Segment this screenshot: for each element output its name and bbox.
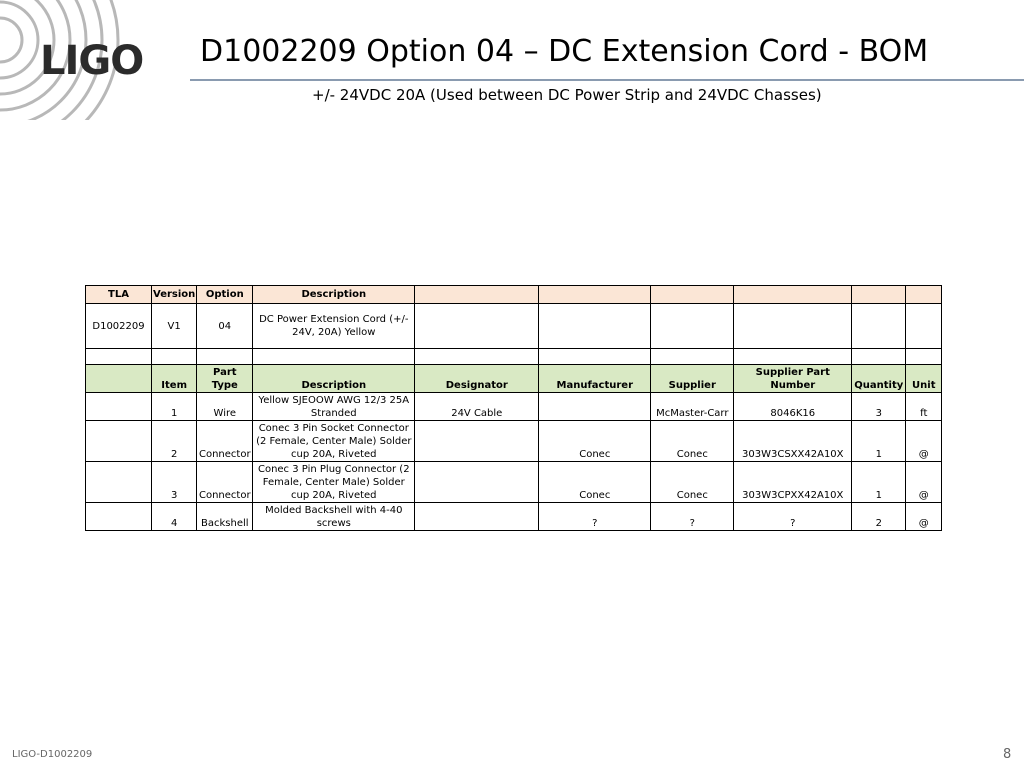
table-cell	[86, 503, 152, 531]
header-cell	[906, 286, 942, 304]
footer-doc-id: LIGO-D1002209	[12, 749, 93, 760]
header-cell	[852, 286, 906, 304]
header-cell: Supplier Part Number	[734, 365, 852, 393]
table-cell: Conec 3 Pin Plug Connector (2 Female, Center Male) Solder cup 20A, Riveted	[253, 462, 415, 503]
header-cell: Option	[197, 286, 253, 304]
tla-row	[86, 304, 942, 349]
table-cell: Connector	[197, 421, 253, 462]
table-cell: Molded Backshell with 4-40 screws	[253, 503, 415, 531]
header-cell: Manufacturer	[539, 365, 651, 393]
table-cell: Yellow SJEOOW AWG 12/3 25A Stranded	[253, 393, 415, 421]
header-cell: Supplier	[651, 365, 734, 393]
table-cell: 24V Cable	[415, 393, 539, 421]
table-cell: @	[906, 462, 942, 503]
header-cell	[651, 286, 734, 304]
header-cell	[86, 365, 152, 393]
table-cell: @	[906, 503, 942, 531]
table-row	[86, 421, 942, 462]
table-cell	[86, 462, 152, 503]
table-cell: 303W3CSXX42A10X	[734, 421, 852, 462]
table-cell: Wire	[197, 393, 253, 421]
table-cell	[415, 462, 539, 503]
header-cell: Part Type	[197, 365, 253, 393]
table-cell: ?	[651, 503, 734, 531]
item-header-row	[86, 365, 942, 393]
ligo-logo: LIGO	[40, 38, 144, 84]
table-row	[86, 393, 942, 421]
table-cell	[539, 393, 651, 421]
table-cell	[415, 421, 539, 462]
table-cell: 1	[152, 393, 197, 421]
table-cell: Conec	[539, 462, 651, 503]
table-cell: ft	[906, 393, 942, 421]
header-cell: Description	[253, 286, 415, 304]
header-cell: Designator	[415, 365, 539, 393]
table-cell: @	[906, 421, 942, 462]
table-cell: McMaster-Carr	[651, 393, 734, 421]
table-cell: D1002209	[86, 304, 152, 349]
table-cell: ?	[539, 503, 651, 531]
table-cell: 8046K16	[734, 393, 852, 421]
table-cell: 1	[852, 421, 906, 462]
header-cell: Item	[152, 365, 197, 393]
spacer-row	[86, 349, 942, 365]
table-cell	[86, 421, 152, 462]
table-cell: Backshell	[197, 503, 253, 531]
header-cell: Version	[152, 286, 197, 304]
table-cell	[86, 393, 152, 421]
table-cell: ?	[734, 503, 852, 531]
header-cell: Quantity	[852, 365, 906, 393]
header-cell	[539, 286, 651, 304]
table-cell: 3	[152, 462, 197, 503]
table-cell	[539, 304, 651, 349]
slide-title: D1002209 Option 04 – DC Extension Cord - BOM	[200, 34, 929, 69]
page-number: 8	[1003, 747, 1012, 762]
table-cell: V1	[152, 304, 197, 349]
title-divider	[190, 79, 1024, 81]
header-cell	[415, 286, 539, 304]
table-cell	[852, 304, 906, 349]
slide-subtitle: +/- 24VDC 20A (Used between DC Power Strip and 24VDC Chasses)	[312, 86, 822, 104]
table-cell	[651, 304, 734, 349]
header-cell: Description	[253, 365, 415, 393]
table-cell: 2	[152, 421, 197, 462]
bom-table	[85, 285, 942, 531]
table-cell	[906, 304, 942, 349]
table-cell	[415, 304, 539, 349]
table-cell: Connector	[197, 462, 253, 503]
table-cell: Conec 3 Pin Socket Connector (2 Female, Center Male) Solder cup 20A, Riveted	[253, 421, 415, 462]
table-cell: Conec	[539, 421, 651, 462]
table-cell: 3	[852, 393, 906, 421]
table-cell: Conec	[651, 462, 734, 503]
table-cell: DC Power Extension Cord (+/- 24V, 20A) Yellow	[253, 304, 415, 349]
table-row	[86, 462, 942, 503]
table-cell	[415, 503, 539, 531]
header-cell: TLA	[86, 286, 152, 304]
tla-header-row	[86, 286, 942, 304]
header-cell: Unit	[906, 365, 942, 393]
header-cell	[734, 286, 852, 304]
table-cell: Conec	[651, 421, 734, 462]
table-cell: 2	[852, 503, 906, 531]
table-row	[86, 503, 942, 531]
table-cell: 4	[152, 503, 197, 531]
table-cell	[734, 304, 852, 349]
table-cell: 04	[197, 304, 253, 349]
table-cell: 1	[852, 462, 906, 503]
table-cell: 303W3CPXX42A10X	[734, 462, 852, 503]
